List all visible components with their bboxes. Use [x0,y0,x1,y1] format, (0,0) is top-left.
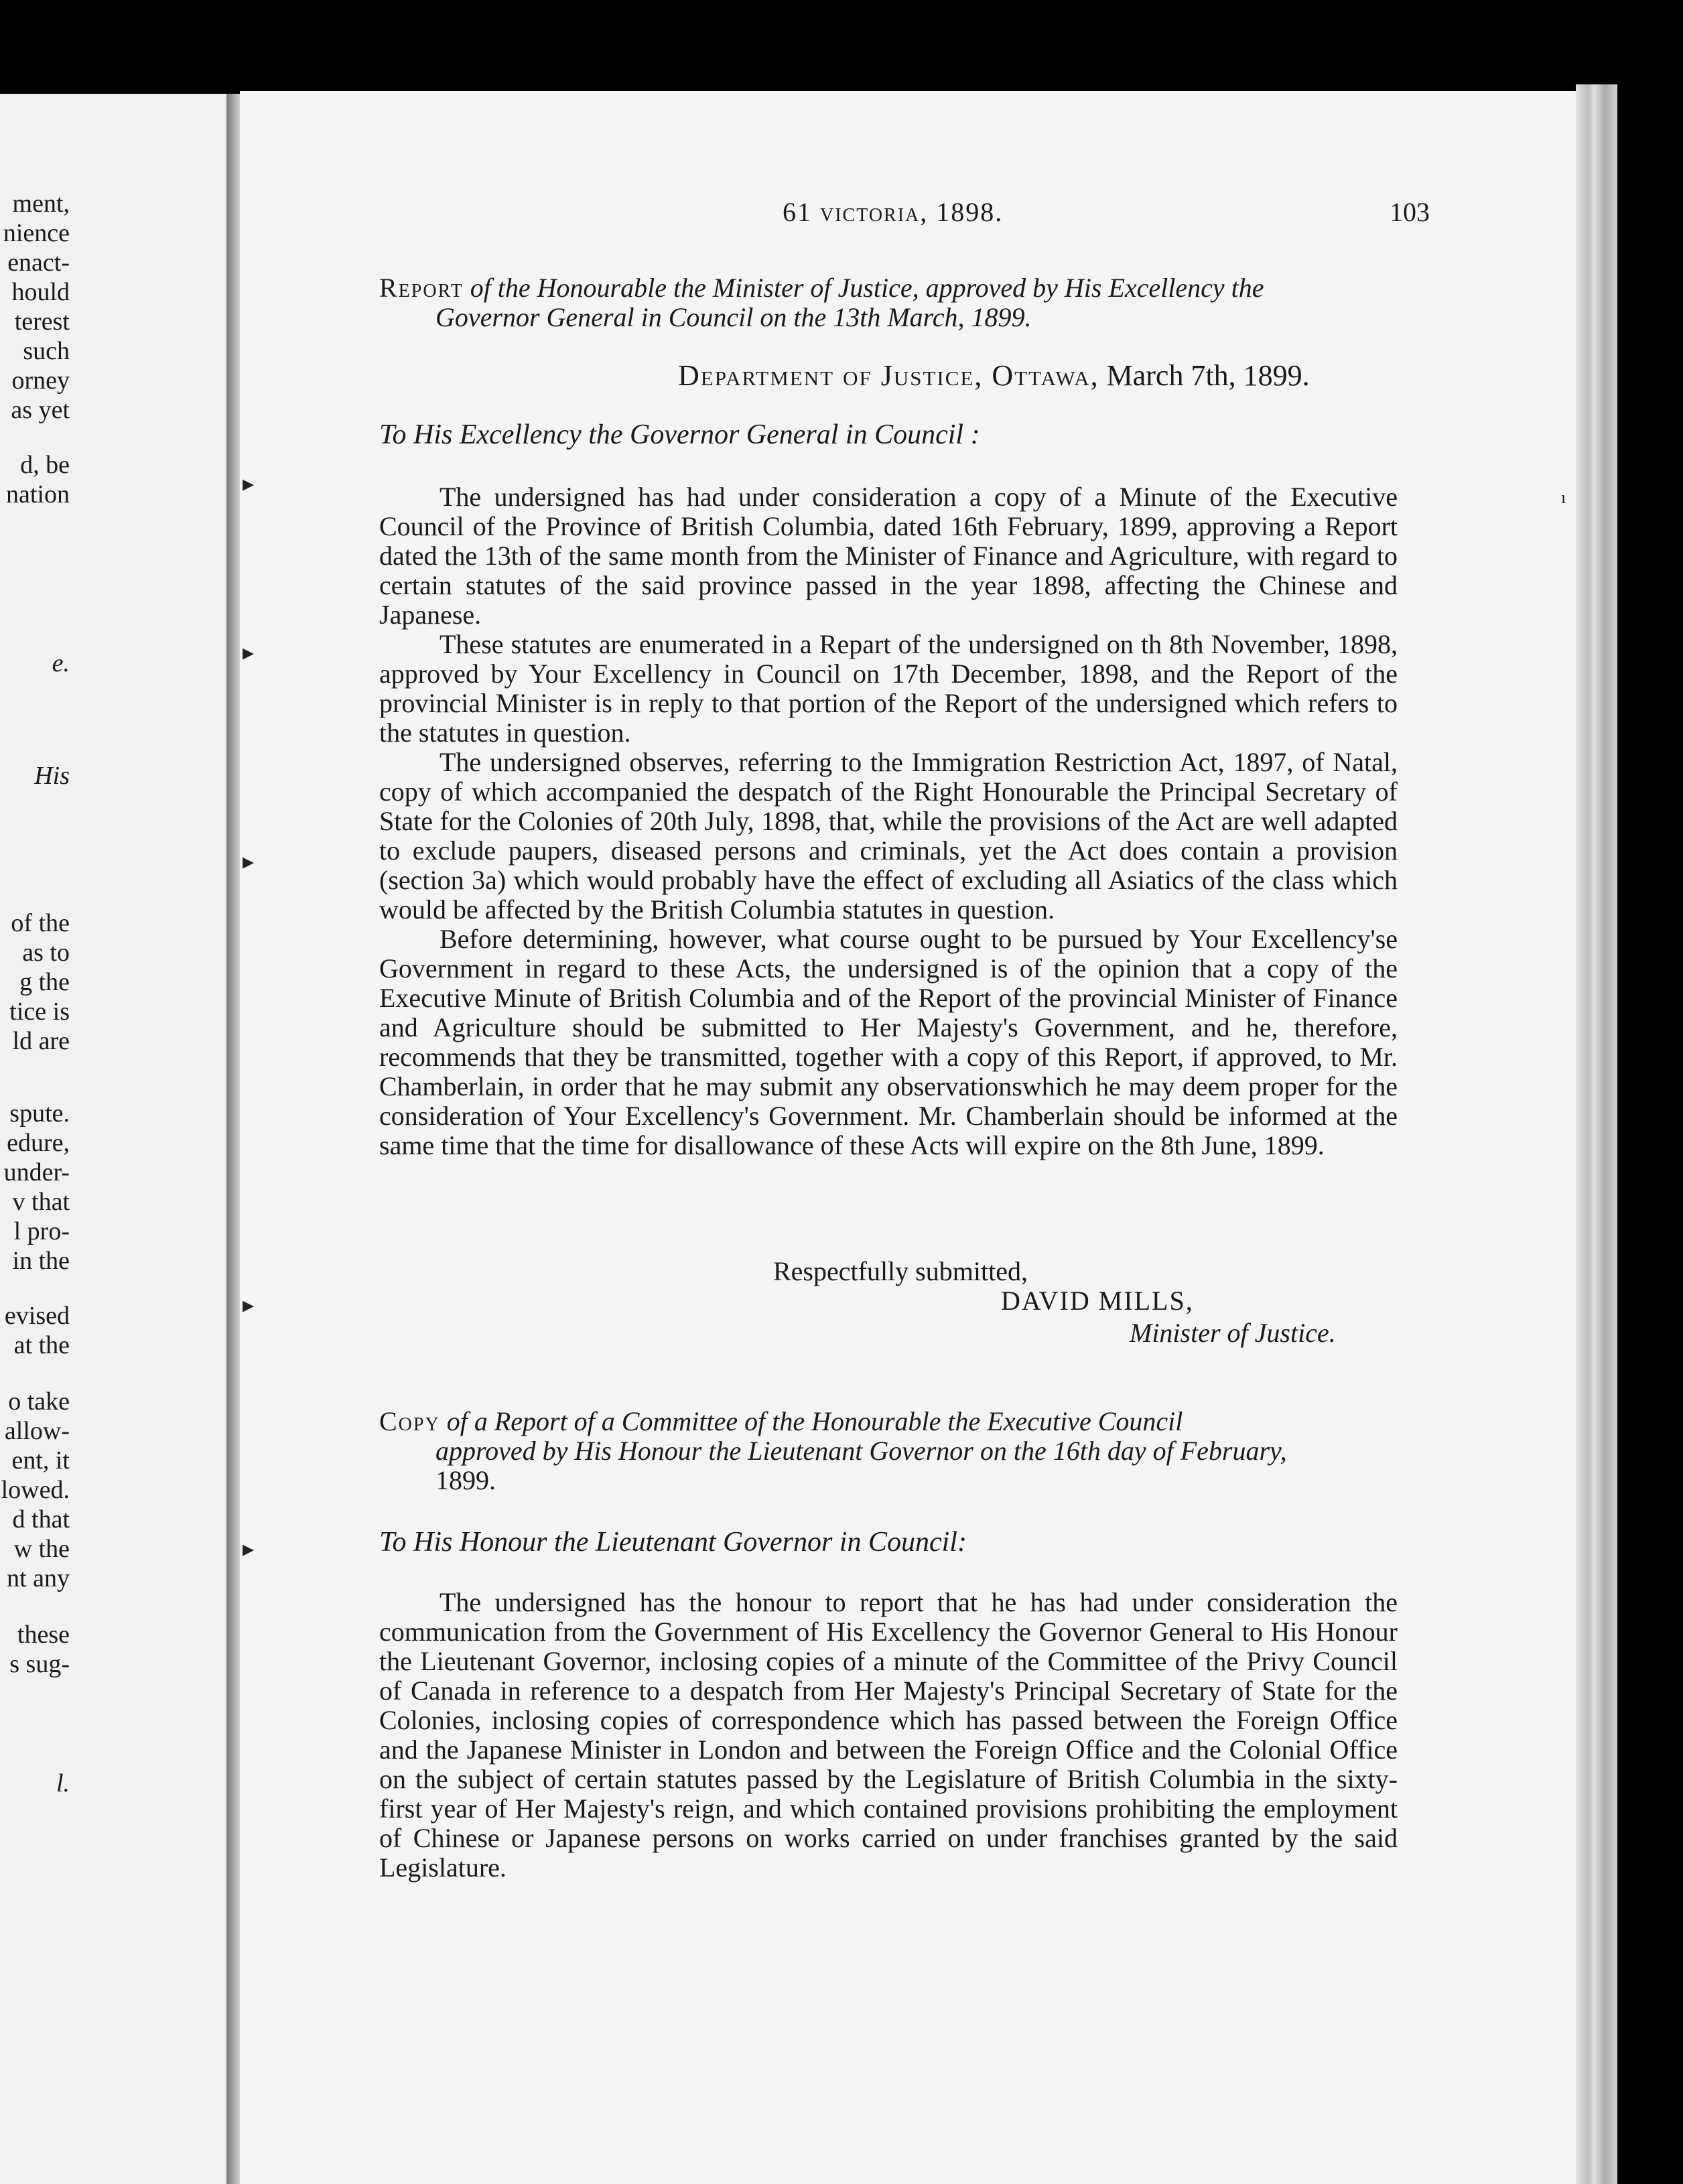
margin-mark: ▸ [243,849,255,874]
margin-mark: ▸ [243,1293,255,1318]
report2-title-line1: of a Report of a Committee of the Honourable the Executive Council [440,1406,1183,1436]
left-page-text-fragment: v that [12,1188,70,1216]
page-number: 103 [1390,197,1430,227]
left-page-text-fragment: d, be [20,451,70,479]
left-page-text-fragment: at the [13,1331,70,1359]
left-page-text-fragment: as yet [11,396,70,424]
page-edge-stack [1576,84,1617,2184]
report2-title [379,1407,1398,1495]
left-page-text-fragment: ld are [12,1027,70,1055]
left-page-text-fragment: orney [11,366,70,395]
left-page-text-fragment: edure, [7,1129,70,1157]
left-page-text-fragment: nt any [7,1564,70,1592]
margin-mark: ▸ [243,1537,255,1562]
signatory-title: Minister of Justice. [1130,1318,1336,1348]
report1-body [379,482,1398,1160]
left-page-text-fragment: in the [12,1247,70,1275]
margin-mark: ▸ [243,472,255,496]
book-gutter [226,94,240,2184]
left-page-text-fragment: terest [14,308,70,336]
dateline-date: March 7th, 1899. [1099,359,1310,392]
report1-paragraph: These statutes are enumerated in a Repart of the undersigned on th 8th November, 1898, approved by Your Excellency in Council on 17th December, 1898, and the Report of the provincial Minister is in reply to that portion of the Report of the undersigned which refers to the statutes in question. [379,629,1398,748]
report2-title-line2: approved by His Honour the Lieutenant Governor on the 16th day of February, [435,1436,1287,1466]
left-page-text-fragment: d that [12,1505,70,1533]
left-page-text-fragment: ment, [12,190,70,218]
margin-mark: ▸ [243,640,255,665]
left-page-text-fragment: nience [3,219,70,247]
report2-salutation: To His Honour the Lieutenant Governor in Council: [379,1527,967,1558]
report1-paragraph: The undersigned observes, referring to the Immigration Restriction Act, 1897, of Natal, copy of which accompanied the despatch of the Right Honourable the Principal Secretary of State for the Colonies of 20th July, 1898, that, while the provisions of the Act are well adapted to exclude paupers, diseased persons and criminals, yet the Act does contain a provision (section 3a) which would probably have the effect of excluding all Asiatics of the class which would be affected by the British Columbia statutes in question. [379,747,1398,925]
report1-paragraph: Before determining, however, what course ought to be pursued by Your Excellency'se Government in regard to these Acts, the undersigned is of the opinion that a copy of the Executive Minute of British Columbia and of the Report of the provincial Minister of Finance and Agriculture should be submitted to Her Majesty's Government, and he, therefore, recommends that they be transmitted, together with a copy of this Report, if approved, to Mr. Chamberlain, in order that he may submit any observationswhich he may deem proper for the consideration of Your Excellency's Government. Mr. Chamberlain should be informed at the same time that the time for disallowance of these Acts will expire on the 8th June, 1899. [379,924,1398,1160]
left-page-text-fragment: such [23,337,70,365]
dateline-department: Department of Justice, Ottawa, [678,359,1099,392]
left-page-text-fragment: these [17,1621,70,1649]
report1-salutation: To His Excellency the Governor General in Council : [379,419,980,450]
left-page-text-fragment: under- [3,1158,70,1186]
left-page-text-fragment: l. [56,1769,70,1797]
left-page-text-fragment: g the [19,968,70,996]
page-header [240,196,1583,230]
left-page-text-fragment: s sug- [9,1650,70,1678]
report1-title-caps: Report [379,273,464,303]
running-head: 61 victoria, 1898. [783,197,1004,227]
report1-dateline [678,358,1310,393]
left-page-text-fragment: evised [4,1302,70,1330]
left-page-text-fragment: hould [11,278,70,306]
signatory-name: DAVID MILLS, [1001,1286,1194,1316]
left-page-text-fragment: allow- [4,1417,70,1445]
left-page-text-fragment: nation [6,480,70,508]
left-page-text-fragment: ent, it [11,1446,70,1475]
left-page-text-fragment: lowed. [1,1476,70,1504]
report1-title-line1: of the Honourable the Minister of Justice, approved by His Excellency the [463,273,1264,303]
report1-title [379,273,1398,332]
report1-title-line2: Governor General in Council on the 13th March, 1899. [435,302,1032,332]
left-page-text-fragment: o take [8,1387,70,1416]
left-page-text-fragment: l pro- [13,1217,70,1245]
left-page-text-fragment: as to [22,939,70,967]
report2-paragraph: The undersigned has the honour to report that he has had under consideration the communication from the Government of His Excellency the Governor General to His Honour the Lieutenant Governor, inclosing copies of a minute of the Committee of the Privy Council of Canada in reference to a despatch from Her Majesty's Principal Secretary of State for the Colonies, inclosing copies of correspondence which has passed between the Foreign Office and the Japanese Minister in London and between the Foreign Office and the Colonial Office on the subject of certain statutes passed by the Legislature of British Columbia in the sixty-first year of Her Majesty's reign, and which contained provisions prohibiting the employment of Chinese or Japanese persons on works carried on under franchises granted by the said Legislature. [379,1587,1398,1883]
closing: Respectfully submitted, [773,1256,1028,1286]
left-page-text-fragment: e. [52,649,70,677]
report2-body [379,1588,1398,1883]
report2-title-year: 1899. [435,1465,496,1495]
left-page [0,94,226,2184]
report2-title-caps: Copy [379,1406,440,1436]
left-page-text-fragment: w the [13,1535,70,1563]
left-page-text-fragment: of the [11,909,70,937]
left-page-text-fragment: His [34,762,70,790]
left-page-text-fragment: spute. [9,1099,70,1128]
margin-mark: ı [1561,488,1566,507]
left-page-text-fragment: enact- [7,249,70,277]
report1-paragraph: The undersigned has had under consideration a copy of a Minute of the Executive Council of the Province of British Columbia, dated 16th February, 1899, approving a Report dated the 13th of the same month from the Minister of Finance and Agriculture, with regard to certain statutes of the said province passed in the year 1898, affecting the Chinese and Japanese. [379,482,1398,630]
left-page-text-fragment: tice is [9,998,70,1026]
